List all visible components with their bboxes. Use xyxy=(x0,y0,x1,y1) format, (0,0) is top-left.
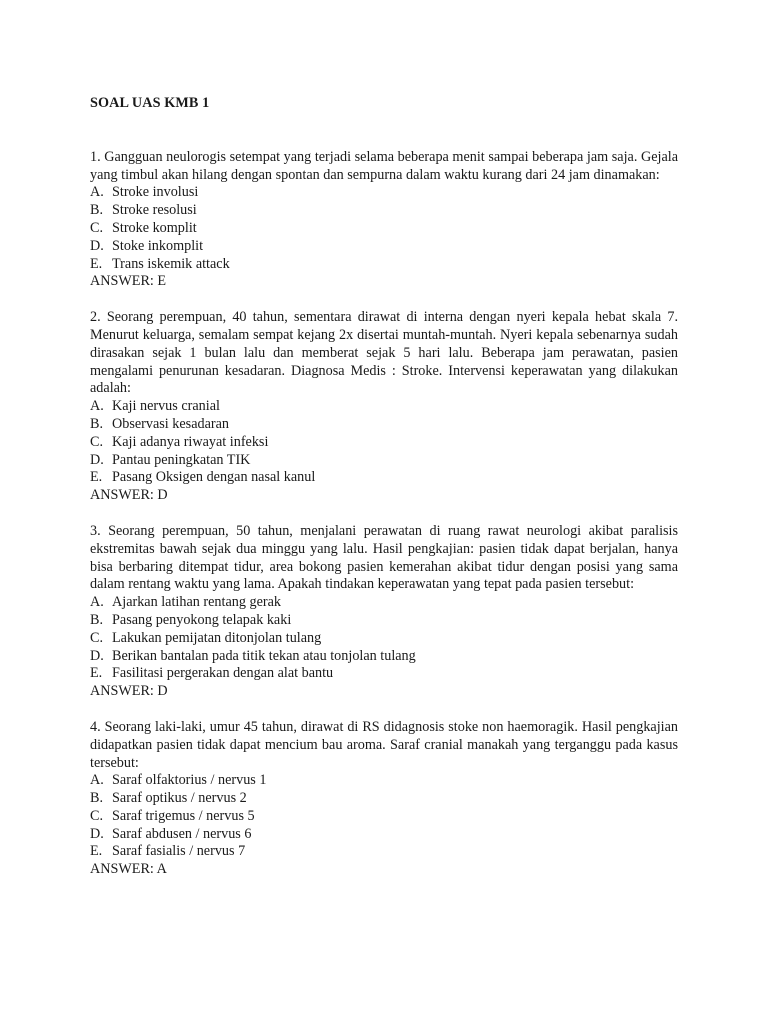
option-text: Pasang penyokong telapak kaki xyxy=(112,611,292,628)
option-c xyxy=(90,808,678,826)
option-b xyxy=(90,416,678,434)
option-b xyxy=(90,612,678,630)
option-letter: E. xyxy=(90,665,103,682)
option-letter: C. xyxy=(90,219,104,236)
option-text: Stoke inkomplit xyxy=(112,237,204,254)
option-c xyxy=(90,434,678,452)
question-1 xyxy=(90,149,678,291)
option-text: Pantau peningkatan TIK xyxy=(112,451,251,468)
option-a xyxy=(90,398,678,416)
document-title: SOAL UAS KMB 1 xyxy=(90,95,210,111)
option-letter: D. xyxy=(90,647,104,664)
option-letter: B. xyxy=(90,790,104,807)
option-letter: B. xyxy=(90,611,104,628)
option-letter: C. xyxy=(90,629,104,646)
option-a xyxy=(90,772,678,790)
option-text: Pasang Oksigen dengan nasal kanul xyxy=(112,469,316,486)
option-a xyxy=(90,184,678,202)
option-letter: A. xyxy=(90,398,104,415)
question-text: 2. Seorang perempuan, 40 tahun, sementara dirawat di interna dengan nyeri kepala hebat skala 7. Menurut keluarga, semalam sempat kejang 2x disertai muntah-muntah. Nyeri kepala sebenarnya sudah dirasakan sejak 1 bulan lalu dan memberat sejak 5 hari lalu. Beberapa jam perawatan, pasien mengalami penurunan kesadaran. Diagnosa Medis : Stroke. Intervensi keperawatan yang dilakukan adalah: xyxy=(90,309,678,397)
option-text: Saraf olfaktorius / nervus 1 xyxy=(112,772,267,789)
option-text: Stroke komplit xyxy=(112,219,197,236)
option-letter: D. xyxy=(90,237,104,254)
option-c xyxy=(90,630,678,648)
option-text: Stroke resolusi xyxy=(112,202,197,219)
option-e xyxy=(90,665,678,683)
option-letter: C. xyxy=(90,807,104,824)
option-letter: E. xyxy=(90,469,103,486)
answer-key: ANSWER: D xyxy=(90,683,168,700)
option-text: Fasilitasi pergerakan dengan alat bantu xyxy=(112,665,334,682)
option-text: Saraf fasialis / nervus 7 xyxy=(112,843,246,860)
option-a xyxy=(90,594,678,612)
question-4 xyxy=(90,719,678,879)
option-text: Lakukan pemijatan ditonjolan tulang xyxy=(112,629,322,646)
question-text: 1. Gangguan neulorogis setempat yang terjadi selama beberapa menit sampai beberapa jam saja. Gejala yang timbul akan hilang dengan spontan dan sempurna dalam waktu kurang dari 24 jam dinamakan: xyxy=(90,148,678,183)
option-text: Saraf optikus / nervus 2 xyxy=(112,790,247,807)
option-text: Kaji nervus cranial xyxy=(112,398,220,415)
option-letter: C. xyxy=(90,433,104,450)
option-d xyxy=(90,648,678,666)
option-b xyxy=(90,202,678,220)
option-text: Observasi kesadaran xyxy=(112,415,229,432)
document-page xyxy=(90,95,678,897)
option-letter: B. xyxy=(90,202,104,219)
option-text: Saraf trigemus / nervus 5 xyxy=(112,807,255,824)
option-b xyxy=(90,790,678,808)
option-text: Kaji adanya riwayat infeksi xyxy=(112,433,269,450)
option-e xyxy=(90,843,678,861)
option-letter: A. xyxy=(90,772,104,789)
option-d xyxy=(90,826,678,844)
answer-key: ANSWER: D xyxy=(90,487,168,504)
option-text: Berikan bantalan pada titik tekan atau tonjolan tulang xyxy=(112,647,416,664)
option-text: Ajarkan latihan rentang gerak xyxy=(112,594,281,611)
option-letter: A. xyxy=(90,594,104,611)
answer-key: ANSWER: E xyxy=(90,273,167,290)
option-letter: E. xyxy=(90,255,103,272)
option-d xyxy=(90,452,678,470)
option-list xyxy=(90,398,678,487)
option-d xyxy=(90,238,678,256)
question-text: 3. Seorang perempuan, 50 tahun, menjalani perawatan di ruang rawat neurologi akibat paralisis ekstremitas bawah sejak dua minggu yang lalu. Hasil pengkajian: pasien tidak dapat berjalan, hanya bisa berbaring ditempat tidur, area bokong pasien kemerahan akibat tidur dengan posisi yang sama dalam rentang waktu yang lama. Apakah tindakan keperawatan yang tepat pada pasien tersebut: xyxy=(90,522,678,593)
option-letter: E. xyxy=(90,843,103,860)
option-list xyxy=(90,184,678,273)
question-text: 4. Seorang laki-laki, umur 45 tahun, dirawat di RS didagnosis stoke non haemoragik. Hasil pengkajian didapatkan pasien tidak dapat mencium bau aroma. Saraf cranial manakah yang terganggu pada kasus tersebut: xyxy=(90,718,678,771)
option-c xyxy=(90,220,678,238)
option-e xyxy=(90,469,678,487)
option-letter: D. xyxy=(90,825,104,842)
option-e xyxy=(90,256,678,274)
option-letter: A. xyxy=(90,184,104,201)
option-letter: D. xyxy=(90,451,104,468)
question-3 xyxy=(90,523,678,701)
option-list xyxy=(90,772,678,861)
option-text: Trans iskemik attack xyxy=(112,255,230,272)
option-list xyxy=(90,594,678,683)
option-letter: B. xyxy=(90,415,104,432)
question-2 xyxy=(90,309,678,505)
answer-key: ANSWER: A xyxy=(90,861,167,878)
option-text: Saraf abdusen / nervus 6 xyxy=(112,825,252,842)
option-text: Stroke involusi xyxy=(112,184,199,201)
